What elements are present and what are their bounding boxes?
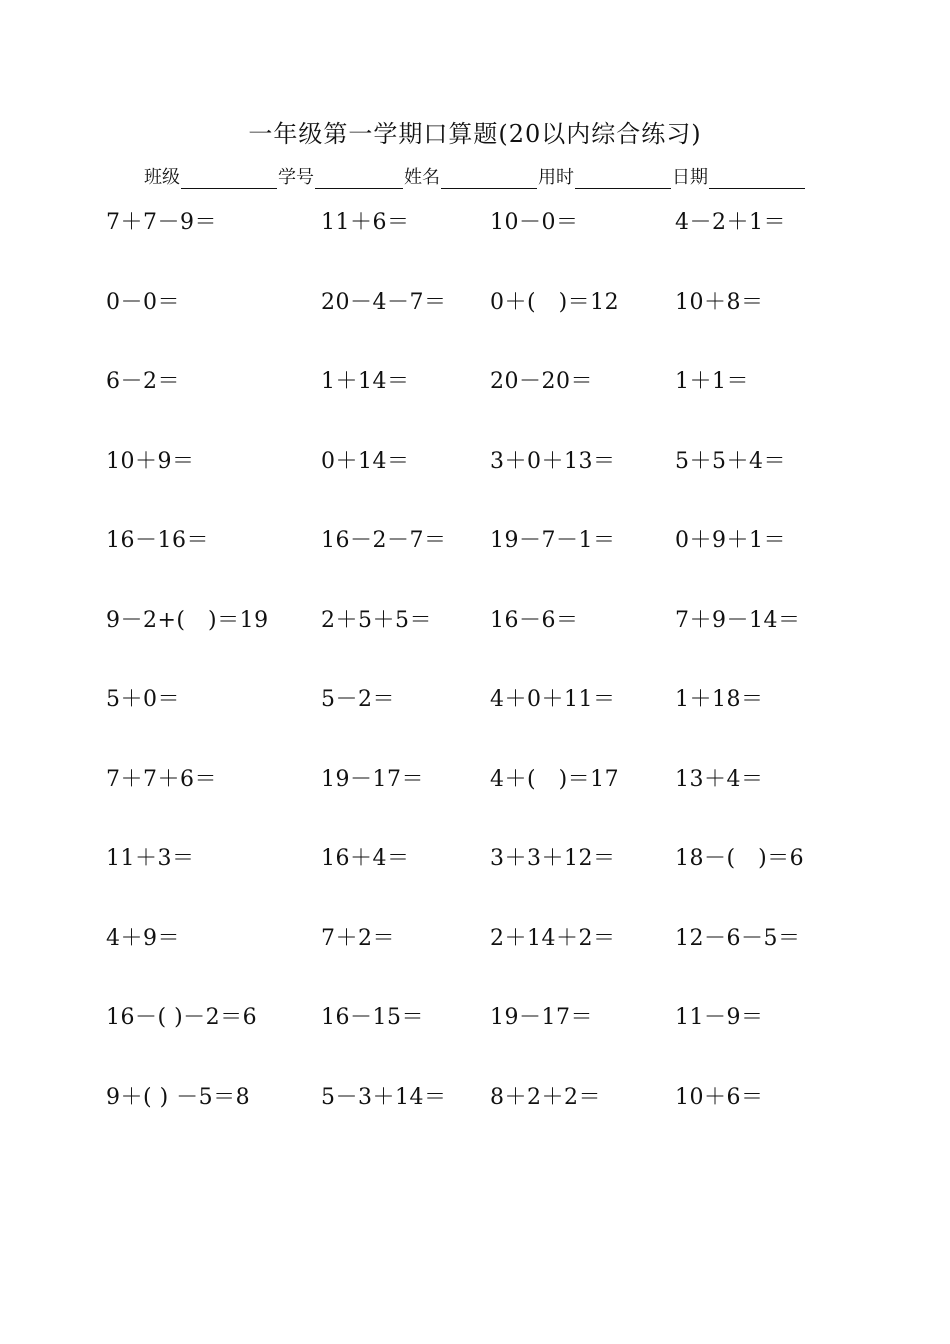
math-problem: 16－2－7＝ bbox=[321, 528, 447, 553]
math-problem: 10－0＝ bbox=[490, 210, 579, 235]
math-problem: 11＋3＝ bbox=[106, 846, 195, 871]
math-problem: 7＋9－14＝ bbox=[675, 607, 801, 633]
math-problem: 5－2＝ bbox=[321, 687, 395, 712]
problem-row bbox=[106, 921, 906, 1001]
math-problem: 4＋9＝ bbox=[106, 925, 180, 951]
math-problem: 1＋1＝ bbox=[675, 369, 749, 394]
date-label: 日期 bbox=[672, 167, 708, 188]
student-number-label: 学号 bbox=[278, 167, 314, 188]
math-problem: 4＋( )＝17 bbox=[490, 766, 620, 792]
math-problem: 4－2＋1＝ bbox=[675, 210, 786, 235]
class-label: 班级 bbox=[144, 167, 180, 188]
math-problem: 10＋6＝ bbox=[675, 1084, 764, 1110]
math-problem: 16－6＝ bbox=[490, 607, 579, 633]
math-problem: 19－17＝ bbox=[321, 766, 424, 792]
math-problem: 9＋( ) －5＝8 bbox=[106, 1084, 251, 1110]
math-problem: 11＋6＝ bbox=[321, 210, 410, 235]
problem-row bbox=[106, 603, 906, 683]
math-problem: 3＋0＋13＝ bbox=[490, 448, 616, 474]
problem-row bbox=[106, 205, 906, 285]
problem-row bbox=[106, 523, 906, 603]
problem-row bbox=[106, 444, 906, 524]
math-problem: 9－2+( )＝19 bbox=[106, 607, 269, 633]
student-info-line bbox=[144, 163, 806, 189]
math-problem: 5－3＋14＝ bbox=[321, 1084, 447, 1110]
math-problem: 0－0＝ bbox=[106, 289, 180, 315]
class-blank[interactable] bbox=[181, 166, 277, 189]
problem-row bbox=[106, 1080, 906, 1160]
math-problem: 1＋18＝ bbox=[675, 687, 764, 712]
math-problem: 20－20＝ bbox=[490, 369, 593, 394]
math-problem: 0＋14＝ bbox=[321, 448, 410, 474]
math-problem: 2＋5＋5＝ bbox=[321, 607, 432, 633]
math-problem: 5＋0＝ bbox=[106, 687, 180, 712]
math-problem: 1＋14＝ bbox=[321, 369, 410, 394]
time-used-label: 用时 bbox=[538, 167, 574, 188]
math-problem: 4＋0＋11＝ bbox=[490, 687, 616, 712]
math-problem: 8＋2＋2＝ bbox=[490, 1084, 601, 1110]
math-problem: 16＋4＝ bbox=[321, 846, 410, 871]
math-problem: 3＋3＋12＝ bbox=[490, 846, 616, 871]
math-problem: 13＋4＝ bbox=[675, 766, 764, 792]
math-problem: 20－4－7＝ bbox=[321, 289, 447, 315]
problem-row bbox=[106, 1000, 906, 1080]
math-problem: 6－2＝ bbox=[106, 369, 180, 394]
problem-grid bbox=[106, 205, 906, 1159]
math-problem: 18－( )＝6 bbox=[675, 846, 805, 871]
problem-row bbox=[106, 682, 906, 762]
time-used-blank[interactable] bbox=[575, 166, 671, 189]
math-problem: 5＋5＋4＝ bbox=[675, 448, 786, 474]
math-problem: 16－( )－2＝6 bbox=[106, 1005, 258, 1030]
problem-row bbox=[106, 762, 906, 842]
student-number-blank[interactable] bbox=[315, 166, 403, 189]
problem-row bbox=[106, 841, 906, 921]
math-problem: 2＋14＋2＝ bbox=[490, 925, 616, 951]
problem-row bbox=[106, 364, 906, 444]
problem-row bbox=[106, 285, 906, 365]
math-problem: 0＋9＋1＝ bbox=[675, 528, 786, 553]
math-problem: 11－9＝ bbox=[675, 1005, 764, 1030]
name-label: 姓名 bbox=[404, 167, 440, 188]
math-problem: 7＋2＝ bbox=[321, 925, 395, 951]
math-problem: 19－7－1＝ bbox=[490, 528, 616, 553]
math-problem: 7＋7＋6＝ bbox=[106, 766, 217, 792]
math-problem: 10＋8＝ bbox=[675, 289, 764, 315]
page-title: 一年级第一学期口算题(20以内综合练习) bbox=[248, 120, 702, 148]
math-problem: 7＋7－9＝ bbox=[106, 210, 217, 235]
math-problem: 19－17＝ bbox=[490, 1005, 593, 1030]
math-problem: 10＋9＝ bbox=[106, 448, 195, 474]
math-problem: 16－15＝ bbox=[321, 1005, 424, 1030]
date-blank[interactable] bbox=[709, 166, 805, 189]
math-problem: 16－16＝ bbox=[106, 528, 209, 553]
math-problem: 0＋( )＝12 bbox=[490, 289, 620, 315]
name-blank[interactable] bbox=[441, 166, 537, 189]
math-problem: 12－6－5＝ bbox=[675, 925, 801, 951]
